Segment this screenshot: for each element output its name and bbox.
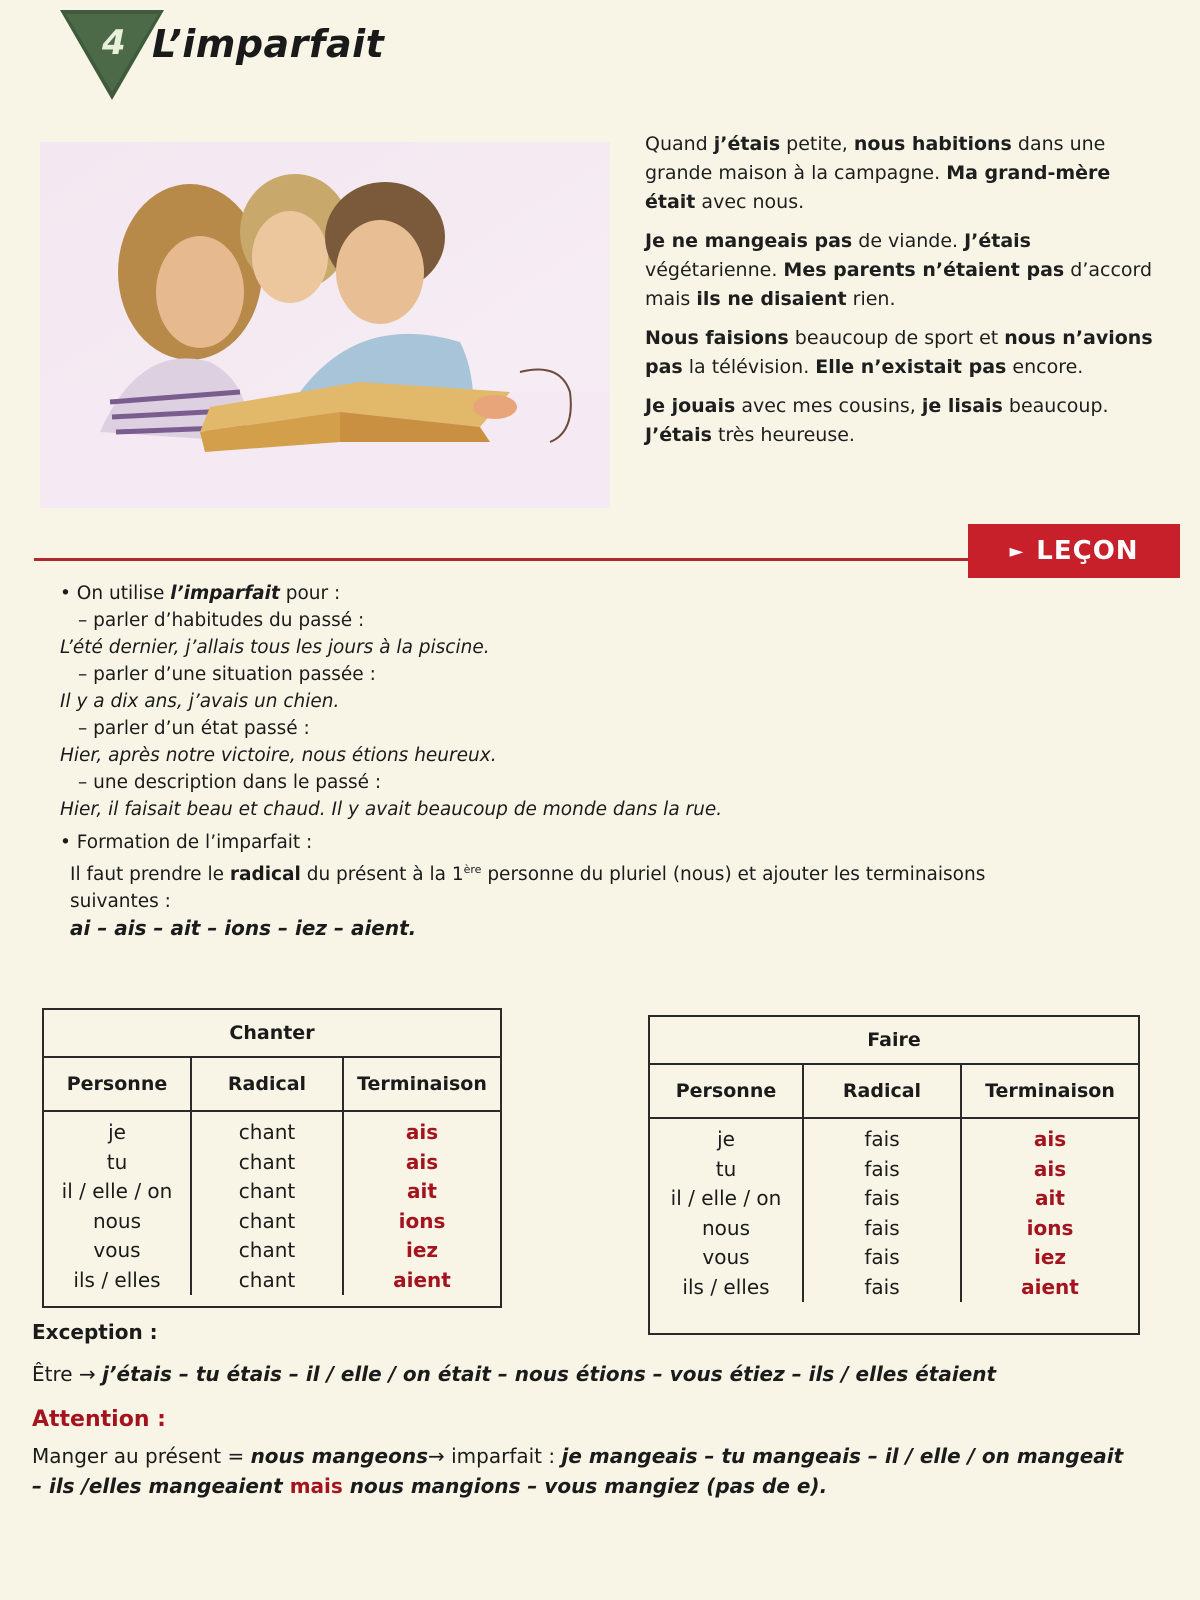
table-cell: ais (1033, 1127, 1067, 1151)
radicals-column (192, 1112, 344, 1295)
table-cell: tu (715, 1156, 737, 1181)
column-header: Terminaison (985, 1080, 1115, 1102)
example-3: Hier, après notre victoire, nous étions heureux. (60, 745, 497, 766)
table-cell: nous (701, 1215, 750, 1240)
usage-item-2: – parler d’une situation passée : (78, 664, 376, 685)
table-cell: chant (238, 1149, 296, 1174)
children-reading-photo (40, 142, 610, 508)
persons-column (44, 1112, 192, 1295)
table-cell: tu (106, 1149, 128, 1174)
intro-paragraph-3: Nous faisions beaucoup de sport et nous n’avions pas la télévision. Elle n’existait pas encore. (645, 327, 1153, 378)
attention-line-1: Manger au présent = nous mangeons→ imparfait : je mangeais – tu mangeais – il / elle / on mangeait (32, 1444, 1124, 1468)
table-cell: iez (1033, 1245, 1067, 1269)
arrow-right-icon: → (78, 1362, 96, 1386)
table-cell: fais (864, 1245, 900, 1269)
table-cell: fais (864, 1274, 900, 1299)
table-cell: fais (864, 1127, 900, 1151)
endings-column (344, 1112, 500, 1295)
table-body (650, 1119, 1138, 1302)
table-cell: fais (864, 1156, 900, 1181)
attention-label: Attention : (32, 1407, 166, 1432)
table-cell: ils / elles (682, 1274, 770, 1299)
table-cell: il / elle / on (670, 1186, 782, 1210)
exception-label: Exception : (32, 1320, 158, 1344)
table-cell: il / elle / on (61, 1179, 173, 1203)
table-faire (648, 1015, 1140, 1335)
table-cell: ait (1035, 1186, 1065, 1210)
table-cell: vous (702, 1245, 750, 1269)
table-cell: je (717, 1127, 735, 1151)
table-cell: ait (407, 1179, 437, 1203)
page-title: L’imparfait (152, 22, 385, 66)
table-cell: fais (864, 1215, 900, 1240)
chapter-number: 4 (102, 23, 126, 63)
column-header: Radical (192, 1058, 344, 1110)
lesson-body (60, 580, 1170, 942)
arrow-right-icon: → (427, 1444, 445, 1468)
intro-paragraph-4: Je jouais avec mes cousins, je lisais beaucoup. J’étais très heureuse. (645, 395, 1109, 446)
intro-text (645, 130, 1165, 460)
attention-section (32, 1405, 1182, 1501)
endings-list: ai – ais – ait – ions – iez – aient. (70, 916, 417, 941)
table-cell: chant (238, 1179, 296, 1203)
table-cell: chant (238, 1120, 296, 1144)
table-cell: nous (92, 1208, 141, 1233)
persons-column (650, 1119, 804, 1302)
intro-paragraph-1: Quand j’étais petite, nous habitions dans une grande maison à la campagne. Ma grand-mère était avec nous. (645, 133, 1111, 213)
bullet-formation: • Formation de l’imparfait : (60, 832, 313, 853)
table-cell: ils / elles (73, 1267, 161, 1292)
table-cell: iez (405, 1238, 439, 1262)
attention-line-2: – ils /elles mangeaient mais nous mangions – vous mangiez (pas de e). (32, 1474, 828, 1498)
table-cell: vous (93, 1238, 141, 1262)
table-cell: aient (393, 1267, 451, 1292)
example-2: Il y a dix ans, j’avais un chien. (60, 691, 340, 712)
table-cell: chant (238, 1267, 296, 1292)
table-cell: ais (405, 1120, 439, 1144)
play-triangle-icon: ► (1009, 540, 1025, 562)
table-title: Faire (650, 1017, 1138, 1065)
table-cell: ais (405, 1149, 439, 1174)
example-1: L’été dernier, j’allais tous les jours à la piscine. (60, 637, 490, 658)
table-cell: ais (1033, 1156, 1067, 1181)
usage-item-3: – parler d’un état passé : (78, 718, 310, 739)
lecon-banner (968, 524, 1180, 578)
table-body (44, 1112, 500, 1295)
radicals-column (804, 1119, 962, 1302)
formation-rule-2: suivantes : (70, 891, 171, 913)
table-cell: ions (1026, 1215, 1074, 1240)
example-4: Hier, il faisait beau et chaud. Il y avait beaucoup de monde dans la rue. (60, 799, 723, 820)
column-header: Personne (44, 1058, 192, 1110)
exception-line: Être → j’étais – tu étais – il / elle / on était – nous étions – vous étiez – ils / elles étaient (32, 1362, 997, 1386)
intro-paragraph-2: Je ne mangeais pas de viande. J’étais végétarienne. Mes parents n’étaient pas d’accord mais ils ne disaient rien. (645, 230, 1153, 310)
column-header: Personne (650, 1065, 804, 1117)
triangle-number-badge-icon (58, 6, 166, 102)
column-header: Radical (804, 1065, 962, 1117)
table-title: Chanter (44, 1010, 500, 1058)
table-cell: chant (238, 1238, 296, 1262)
lecon-label: LEÇON (1036, 536, 1139, 566)
usage-item-4: – une description dans le passé : (78, 772, 382, 793)
table-cell: aient (1021, 1274, 1079, 1299)
table-cell: fais (864, 1186, 900, 1210)
photo-illustration (40, 142, 610, 508)
table-chanter (42, 1008, 502, 1308)
bullet-usage: • On utilise l’imparfait pour : (60, 583, 341, 604)
chapter-badge (58, 6, 166, 102)
table-cell: je (108, 1120, 126, 1144)
exception-section (32, 1320, 1172, 1386)
endings-column (962, 1119, 1138, 1302)
formation-rule: Il faut prendre le radical du présent à la 1ère personne du pluriel (nous) et ajouter les terminaisons (70, 863, 986, 886)
table-cell: ions (398, 1208, 446, 1233)
column-header: Terminaison (357, 1073, 487, 1095)
table-header-row (44, 1058, 500, 1112)
usage-item-1: – parler d’habitudes du passé : (78, 610, 365, 631)
section-divider (34, 558, 974, 561)
table-cell: chant (238, 1208, 296, 1233)
table-header-row (650, 1065, 1138, 1119)
